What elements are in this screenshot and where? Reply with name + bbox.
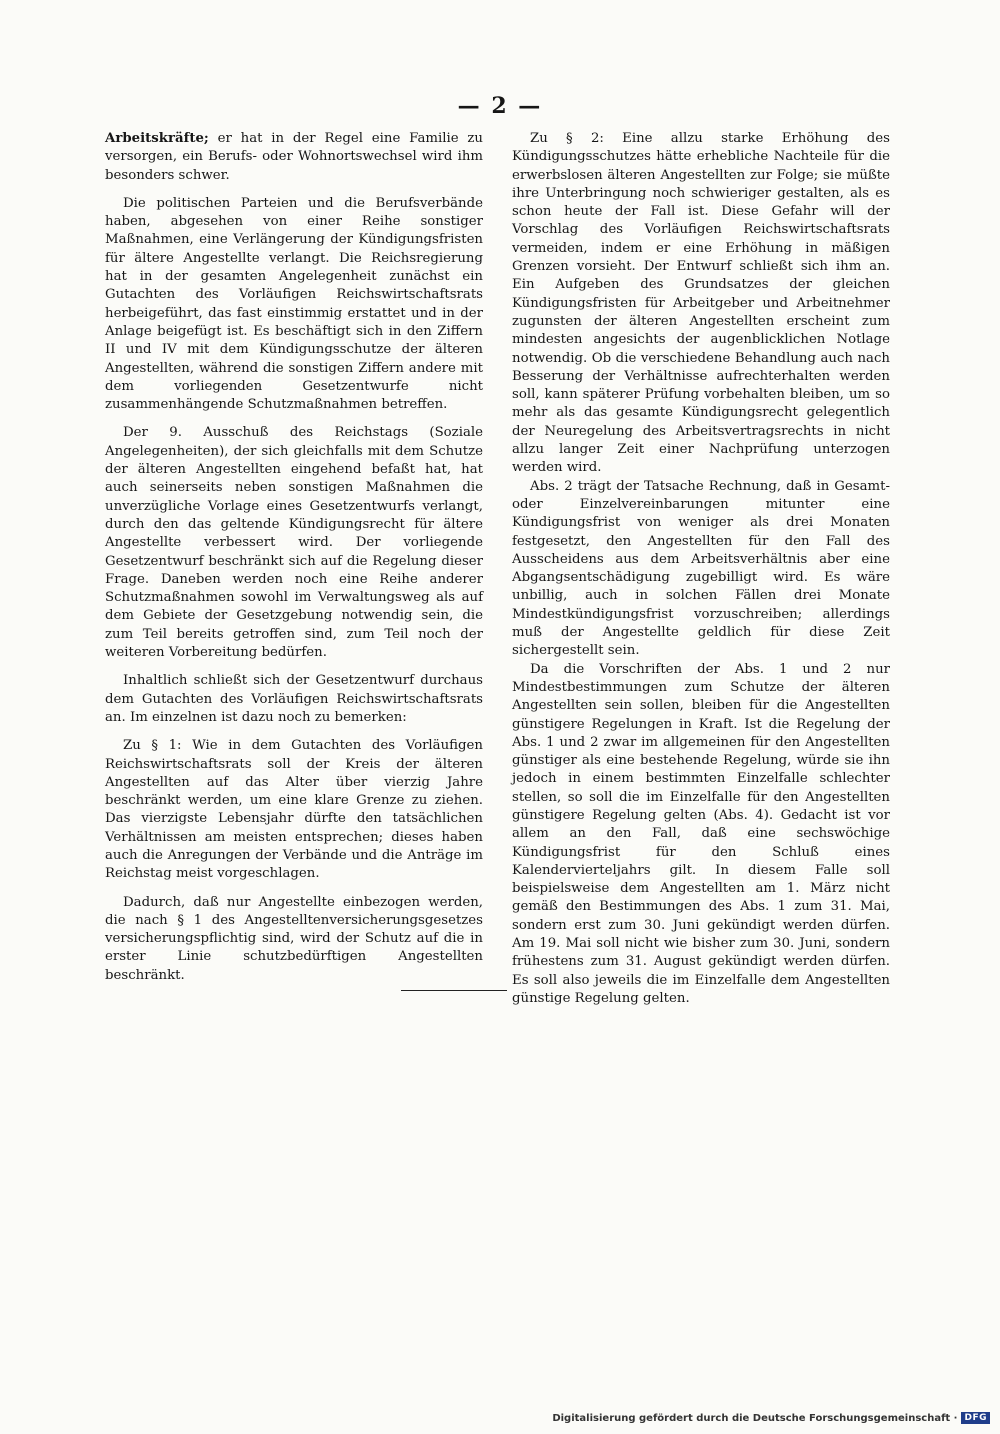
left-column <box>105 130 483 995</box>
page-number: — 2 — <box>457 93 543 119</box>
left-paragraph-5: Zu § 1: Wie in dem Gutachten des Vorläufigen Reichswirtschaftsrats soll der Kreis der älteren Angestellten auf das Alter über vierzig Jahre beschränkt werden, um eine klare Grenze zu ziehen. Das vierzigste Lebensjahr dürfte den tatsächlichen Verhältnissen am meisten entsprechen; dieses haben auch die Anregungen der Verbände und die Anträge im Reichstag meist vorgeschlagen. <box>105 738 483 882</box>
right-paragraph-1: Zu § 2: Eine allzu starke Erhöhung des Kündigungsschutzes hätte erhebliche Nachteile für die erwerbslosen älteren Angestellten zur Folge; sie müßte ihre Unterbringung noch schwieriger gestalten, als es schon heute der Fall ist. Diese Gefahr will der Vorschlag des Vorläufigen Reichswirtschaftsrats vermeiden, indem er eine Erhöhung in mäßigen Grenzen vorsieht. Der Entwurf schließt sich ihm an. Ein Aufgeben des Grundsatzes der gleichen Kündigungsfristen für Arbeitgeber und Arbeitnehmer zugunsten der älteren Angestellten erscheint zum mindesten angesichts der augenblicklichen Notlage notwendig. Ob die verschiedene Behandlung auch nach Besserung der Verhältnisse aufrechterhalten werden soll, kann späterer Prüfung vorbehalten bleiben, um so mehr als das gesamte Kündigungsrecht gelegentlich der Neuregelung des Arbeitsvertragsrechts in nicht allzu langer Zeit einer Nachprüfung unterzogen werden wird. <box>512 131 890 476</box>
footer-text: Digitalisierung gefördert durch die Deutsche Forschungsgemeinschaft · <box>552 1412 958 1424</box>
section-separator <box>401 990 507 991</box>
continuation-word: Arbeitskräfte; <box>105 131 209 146</box>
right-paragraph-2: Abs. 2 trägt der Tatsache Rechnung, daß in Gesamt- oder Einzelvereinbarungen mitunter eine Kündigungsfrist von weniger als drei Monaten festgesetzt, den Angestellten für den Fall des Ausscheidens aus dem Arbeitsverhältnis aber eine Abgangsentschädigung zugebilligt wird. Es wäre unbillig, auch in solchen Fällen drei Monate Mindestkündigungsfrist vorzuschreiben; allerdings muß der Angestellte geldlich für diese Zeit sichergestellt sein. <box>512 478 890 659</box>
digitization-footer <box>552 1412 990 1424</box>
right-paragraph-3: Da die Vorschriften der Abs. 1 und 2 nur Mindestbestimmungen zum Schutze der älteren Angestellten sein sollen, bleiben für die Angestellten günstigere Regelungen in Kraft. Ist die Regelung der Abs. 1 und 2 zwar im allgemeinen für den Angestellten günstiger als eine bestehende Regelung, würde sie ihn jedoch in einem bestimmten Einzelfalle schlechter stellen, so soll die im Einzelfalle für den Angestellten günstigere Regelung gelten (Abs. 4). Gedacht ist vor allem an den Fall, daß eine sechswöchige Kündigungsfrist für den Schluß eines Kalendervierteljahrs gilt. In diesem Falle soll beispielsweise dem Angestellten am 1. März nicht gemäß den Bestimmungen des Abs. 1 zum 31. Mai, sondern erst zum 30. Juni gekündigt werden dürfen. Am 19. Mai soll nicht wie bisher zum 30. Juni, sondern frühestens zum 31. August gekündigt werden dürfen. Es soll also jeweils die im Einzelfalle dem Angestellten günstige Regelung gelten. <box>512 661 890 1006</box>
left-paragraph-1-text: er hat in der Regel eine Familie zu versorgen, ein Berufs- oder Wohnortswechsel wird ihm besonders schwer. <box>105 131 483 183</box>
left-paragraph-2: Die politischen Parteien und die Berufsverbände haben, abgesehen von einer Reihe sonstiger Maßnahmen, eine Verlängerung der Kündigungsfristen für ältere Angestellte verlangt. Die Reichsregierung hat in der gesamten Angelegenheit zunächst ein Gutachten des Vorläufigen Reichswirtschaftsrats herbeigeführt, das fast einstimmig erstattet und in der Anlage beigefügt ist. Es beschäftigt sich in den Ziffern II und IV mit dem Kündigungsschutze der älteren Angestellten, während die sonstigen Ziffern andere mit dem vorliegenden Gesetzentwurfe nicht zusammenhängende Schutzmaßnahmen betreffen. <box>105 195 483 413</box>
left-paragraph-4: Inhaltlich schließt sich der Gesetzentwurf durchaus dem Gutachten des Vorläufigen Reichswirtschaftsrats an. Im einzelnen ist dazu noch zu bemerken: <box>105 673 483 725</box>
right-column <box>512 130 890 1018</box>
left-paragraph-3: Der 9. Ausschuß des Reichstags (Soziale Angelegenheiten), der sich gleichfalls mit dem Schutze der älteren Angestellten eingehend befaßt hat, hat auch seinerseits neben sonstigen Maßnahmen die unverzügliche Vorlage eines Gesetzentwurfs verlangt, durch den das geltende Kündigungsrecht für ältere Angestellte verbessert wird. Der vorliegende Gesetzentwurf beschränkt sich auf die Regelung dieser Frage. Daneben werden noch eine Reihe anderer Schutzmaßnahmen sowohl im Verwaltungsweg als auf dem Gebiete der Gesetzgebung notwendig sein, die zum Teil bereits getroffen sind, zum Teil noch der weiteren Vorbereitung bedürfen. <box>105 425 483 661</box>
left-paragraph-1 <box>105 130 483 185</box>
left-paragraph-6: Dadurch, daß nur Angestellte einbezogen werden, die nach § 1 des Angestelltenversicherungsgesetzes versicherungspflichtig sind, wird der Schutz auf die in erster Linie schutzbedürftigen Angestellten beschränkt. <box>105 894 483 983</box>
dfg-logo: DFG <box>961 1412 990 1424</box>
